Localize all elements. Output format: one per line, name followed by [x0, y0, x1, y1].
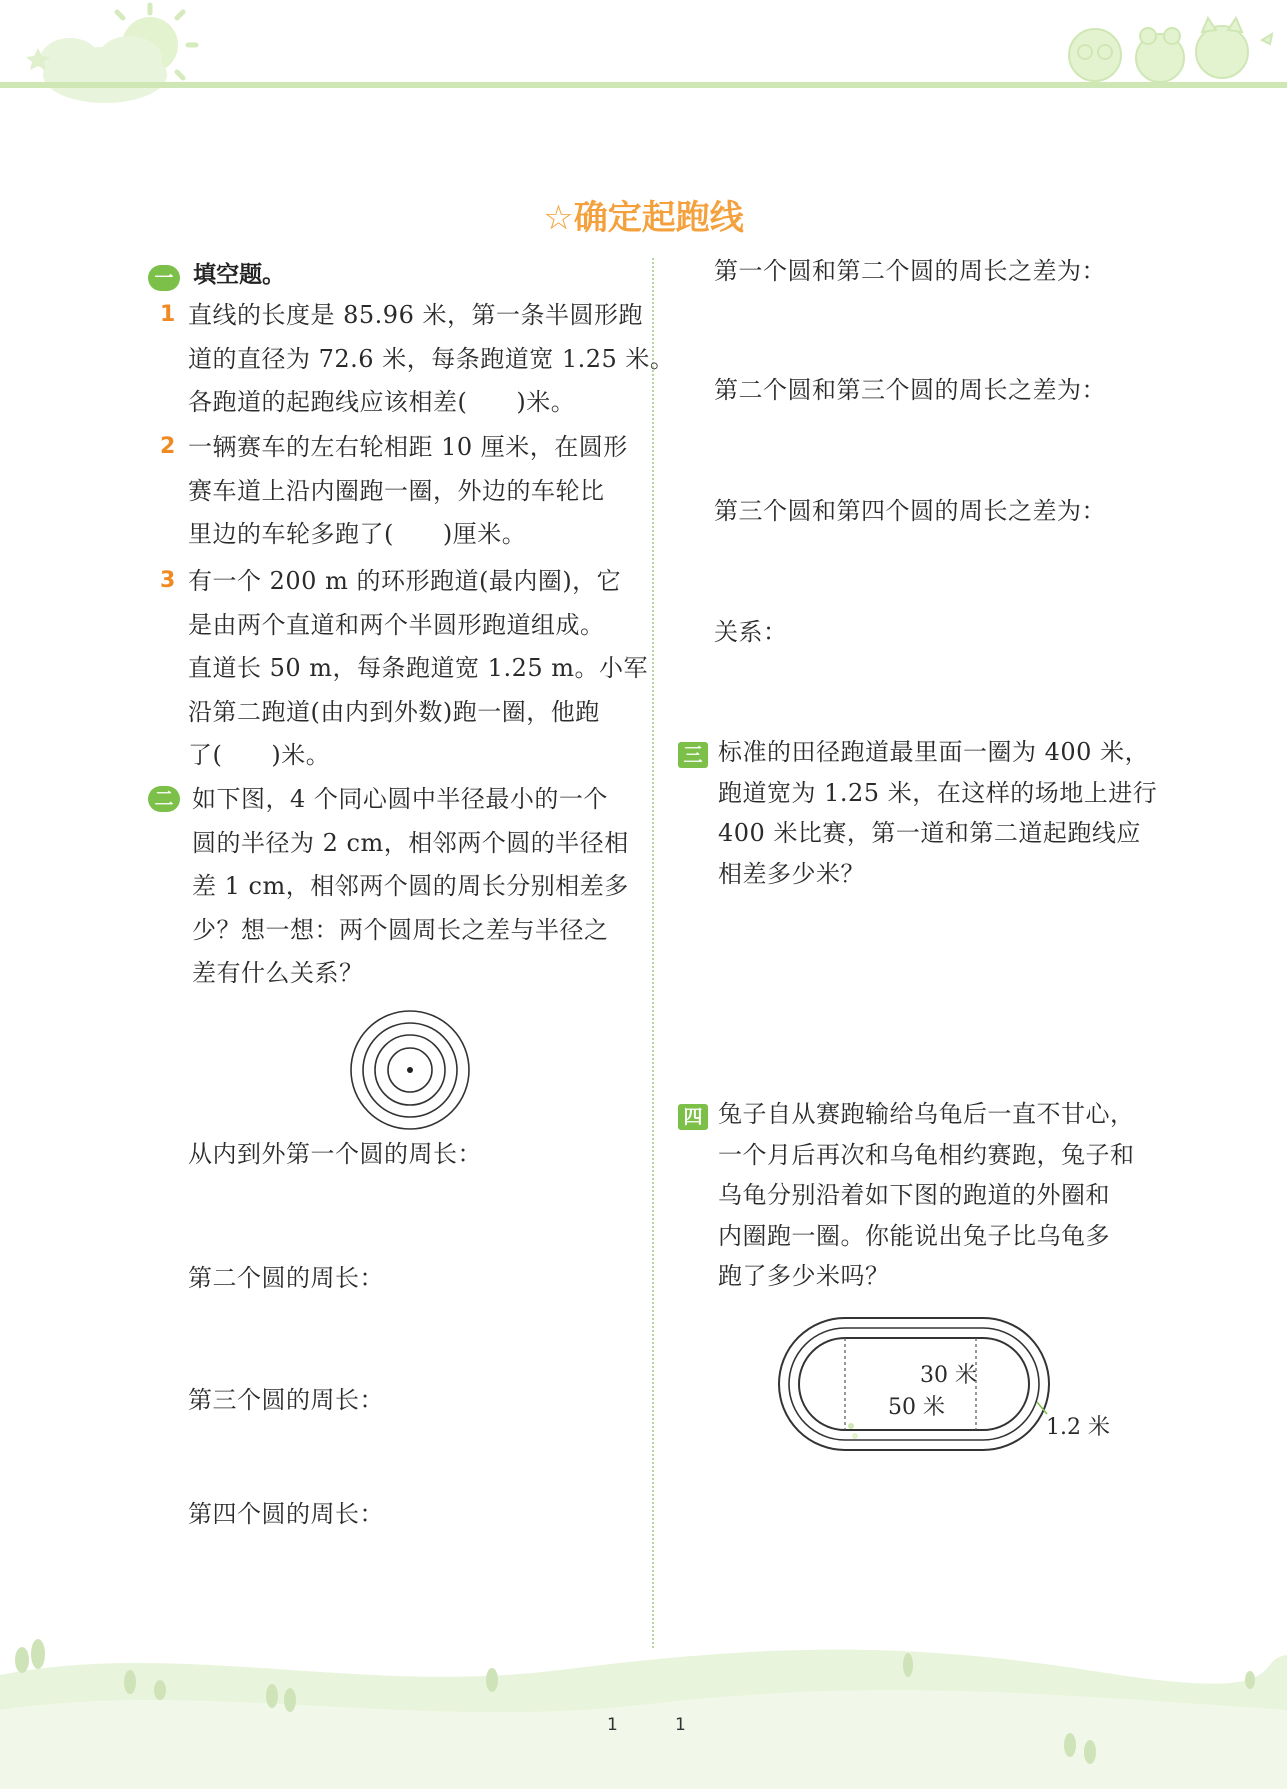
- section-badge-4: 四: [678, 1104, 708, 1130]
- track-label-width: 1.2 米: [1046, 1415, 1110, 1440]
- section-1-heading: [148, 256, 285, 291]
- prompt-relation: 关系：: [714, 618, 788, 646]
- sun-cloud-icon: [26, 5, 196, 103]
- question-2-text: 一辆赛车的左右轮相距 10 厘米，在圆形 赛车道上沿内圈跑一圈，外边的车轮比 里边的车轮多跑了( )厘米。: [188, 433, 628, 548]
- section-badge-1: 一: [148, 265, 180, 291]
- track-label-straight: 50 米: [888, 1395, 945, 1420]
- section-2-badge-wrap: [148, 786, 180, 812]
- prompt-circle-1: 从内到外第一个圆的周长：: [188, 1140, 482, 1168]
- section-4-text: 兔子自从赛跑输给乌龟后一直不甘心， 一个月后再次和乌龟相约赛跑，兔子和 乌龟分别沿着如下图的跑道的外圈和 内圈跑一圈。你能说出兔子比乌龟多 跑了多少米吗？: [718, 1100, 1135, 1290]
- header-rule: [0, 82, 1287, 88]
- header-decoration: [0, 0, 1287, 110]
- prompt-diff-3-4: 第三个圆和第四个圆的周长之差为：: [714, 497, 1106, 525]
- question-1-text: 直线的长度是 85.96 米，第一条半圆形跑 道的直径为 72.6 米，每条跑道宽 1.25 米。 各跑道的起跑线应该相差( )米。: [188, 301, 675, 416]
- prompt-circle-2: 第二个圆的周长：: [188, 1264, 384, 1292]
- prompt-diff-2-3: 第二个圆和第三个圆的周长之差为：: [714, 376, 1106, 404]
- section-title: 填空题。: [193, 262, 286, 288]
- page-number-left: 1: [607, 1715, 618, 1735]
- footer-landscape: [0, 1620, 1287, 1789]
- column-divider: [652, 258, 654, 1648]
- question-number-2: 2: [160, 434, 176, 459]
- section-badge-2: 二: [148, 786, 180, 812]
- section-2-text: 如下图，4 个同心圆中半径最小的一个 圆的半径为 2 cm，相邻两个圆的半径相 差 1 cm，相邻两个圆的周长分别相差多 少？想一想：两个圆周长之差与半径之 差有什么关系？: [192, 785, 629, 987]
- prompt-diff-1-2: 第一个圆和第二个圆的周长之差为：: [714, 257, 1106, 285]
- prompt-circle-4: 第四个圆的周长：: [188, 1500, 384, 1528]
- question-3-text: 有一个 200 m 的环形跑道(最内圈)，它 是由两个直道和两个半圆形跑道组成。 直道长 50 m，每条跑道宽 1.25 m。小军 沿第二跑道(由内到外数)跑一圈，他跑 了( )米。: [188, 567, 649, 769]
- section-badge-3: 三: [678, 742, 708, 768]
- page-number-right: 1: [675, 1715, 686, 1735]
- animal-faces-icon: [1069, 18, 1272, 82]
- section-3-text: 标准的田径跑道最里面一圈为 400 米， 跑道宽为 1.25 米，在这样的场地上进行 400 米比赛，第一道和第二道起跑线应 相差多少米？: [718, 738, 1158, 888]
- question-number-1: 1: [160, 302, 176, 327]
- section-4-badge-wrap: [678, 1104, 708, 1130]
- prompt-circle-3: 第三个圆的周长：: [188, 1386, 384, 1414]
- question-number-3: 3: [160, 568, 176, 593]
- page-title: ☆确定起跑线: [543, 198, 744, 238]
- track-label-diameter: 30 米: [920, 1363, 977, 1388]
- section-3-badge-wrap: [678, 742, 708, 768]
- running-track-figure: [775, 1310, 1115, 1470]
- concentric-circles-figure: [345, 1005, 475, 1135]
